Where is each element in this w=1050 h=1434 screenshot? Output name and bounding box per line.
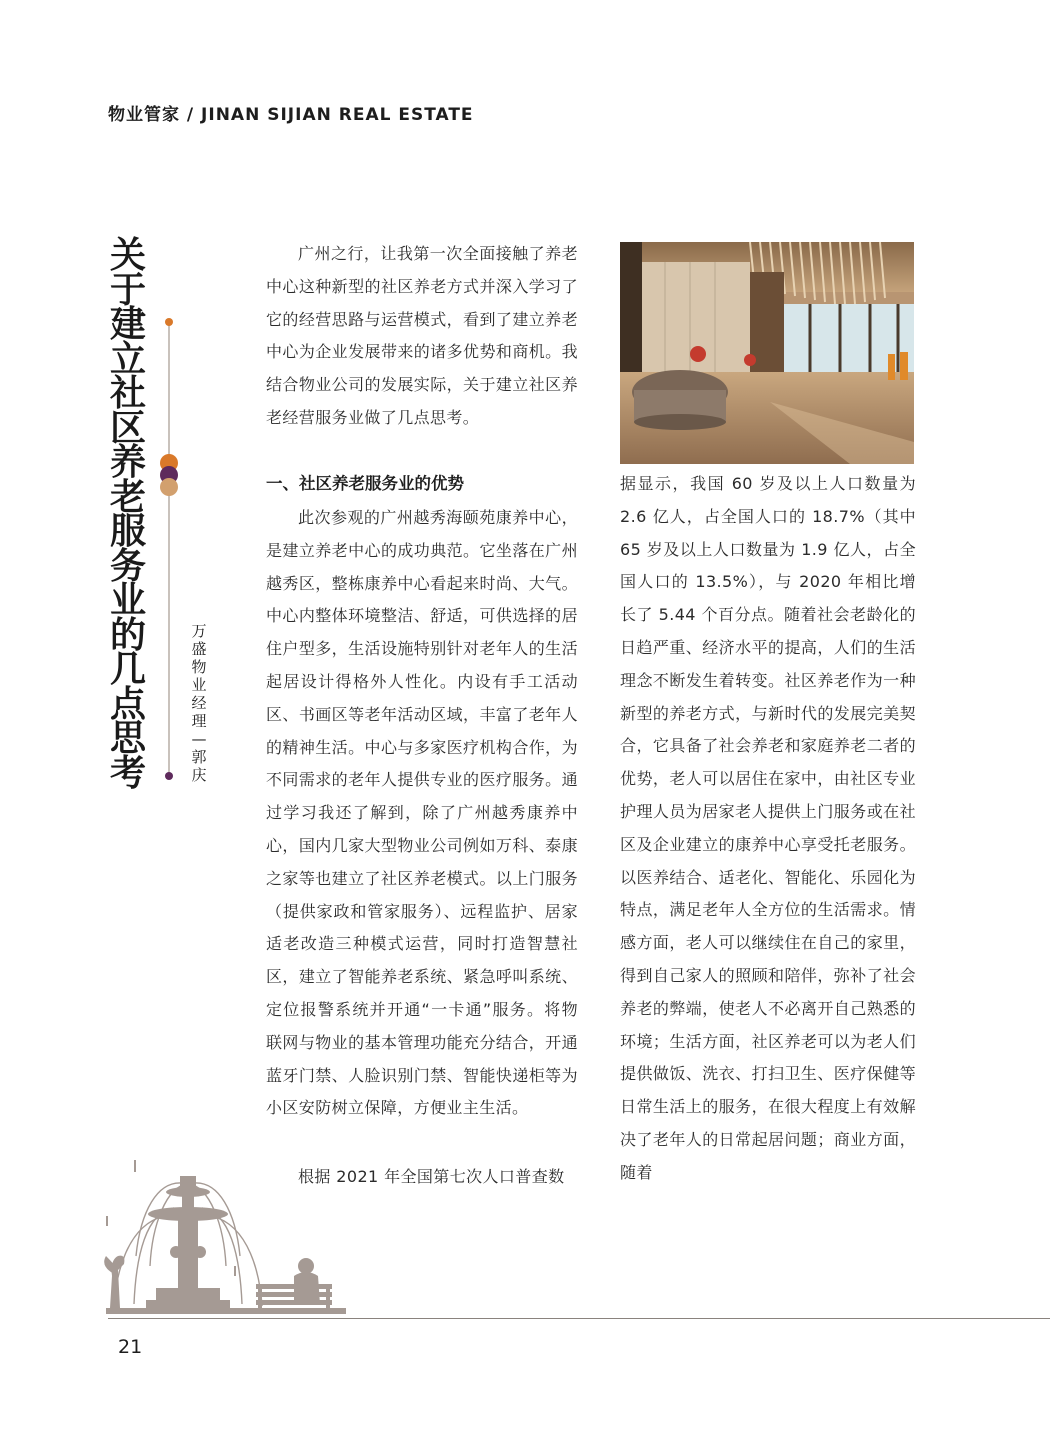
section-1-paragraph: 此次参观的广州越秀海颐苑康养中心，是建立养老中心的成功典范。它坐落在广州越秀区，整栋康养中心看起来时尚、大气。中心内整体环境整洁、舒适，可供选择的居住户型多，生活设施特别针对老年人的生活起居设计得格外人性化。内设有手工活动区、书画区等老年活动区域，丰富了老年人的精神生活。中心与多家医疗机构合作，为不同需求的老年人提供专业的医疗服务。通过学习我还了解到，除了广州越秀康养中心，国内几家大型物业公司例如万科、泰康之家等也建立了社区养老模式。以上门服务（提供家政和管家服务）、远程监护、居家适老改造三种模式运营，同时打造智慧社区，建立了智能养老系统、紧急呼叫系统、定位报警系统并开通“一卡通”服务。将物联网与物业的基本管理功能充分结合，开通蓝牙门禁、人脸识别门禁、智能快递柜等为小区安防树立保障，方便业主生活。 [266,508,578,1118]
intro-paragraph: 广州之行，让我第一次全面接触了养老中心这种新型的社区养老方式并深入学习了它的经营思路与运营模式，看到了建立养老中心为企业发展带来的诸多优势和商机。我结合物业公司的发展实际，关于建立社区养老经营服务业做了几点思考。 [266,244,578,427]
right-column-text: 据显示，我国 60 岁及以上人口数量为 2.6 亿人，占全国人口的 18.7%（其中 65 岁及以上人口数量为 1.9 亿人，占全国人口的 13.5%），与 2020 年相比增长了 5.44 个百分点。随着社会老龄化的日趋严重、经济水平的提高，人们的生活理念不断发生着转变。社区养老作为一种新型的养老方式，与新时代的发展完美契合，它具备了社会养老和家庭养老二者的优势，老人可以居住在家中，由社区专业护理人员为居家老人提供上门服务或在社区及企业建立的康养中心享受托老服务。以医养结合、适老化、智能化、乐园化为特点，满足老年人全方位的生活需求。情感方面，老人可以继续住在自己的家里，得到自己家人的照顾和陪伴，弥补了社会养老的弊端，使老人不必离开自己熟悉的环境；生活方面，社区养老可以为老人们提供做饭、洗衣、打扫卫生、医疗保健等日常生活上的服务，在很大程度上有效解决了老年人的日常起居问题；商业方面，随着 [620,474,916,1182]
title-divider-line [168,322,170,776]
author-line: 万盛物业经理—郭庆 [191,622,207,784]
census-paragraph-start: 根据 2021 年全国第七次人口普查数 [298,1167,565,1186]
running-header: 物业管家 / JINAN SIJIAN REAL ESTATE [108,105,474,125]
footer-rule [108,1318,1050,1319]
page-number: 21 [118,1336,143,1358]
article-title: 关于建立社区养老服务业的几点思考 [109,234,146,794]
lobby-photo [620,242,914,464]
section-1-heading: 一、社区养老服务业的优势 [266,474,464,493]
divider-tan-circle [160,478,178,496]
divider-bottom-dot [165,772,173,780]
fountain-bench-silhouette [96,1156,346,1322]
divider-top-dot [165,318,173,326]
